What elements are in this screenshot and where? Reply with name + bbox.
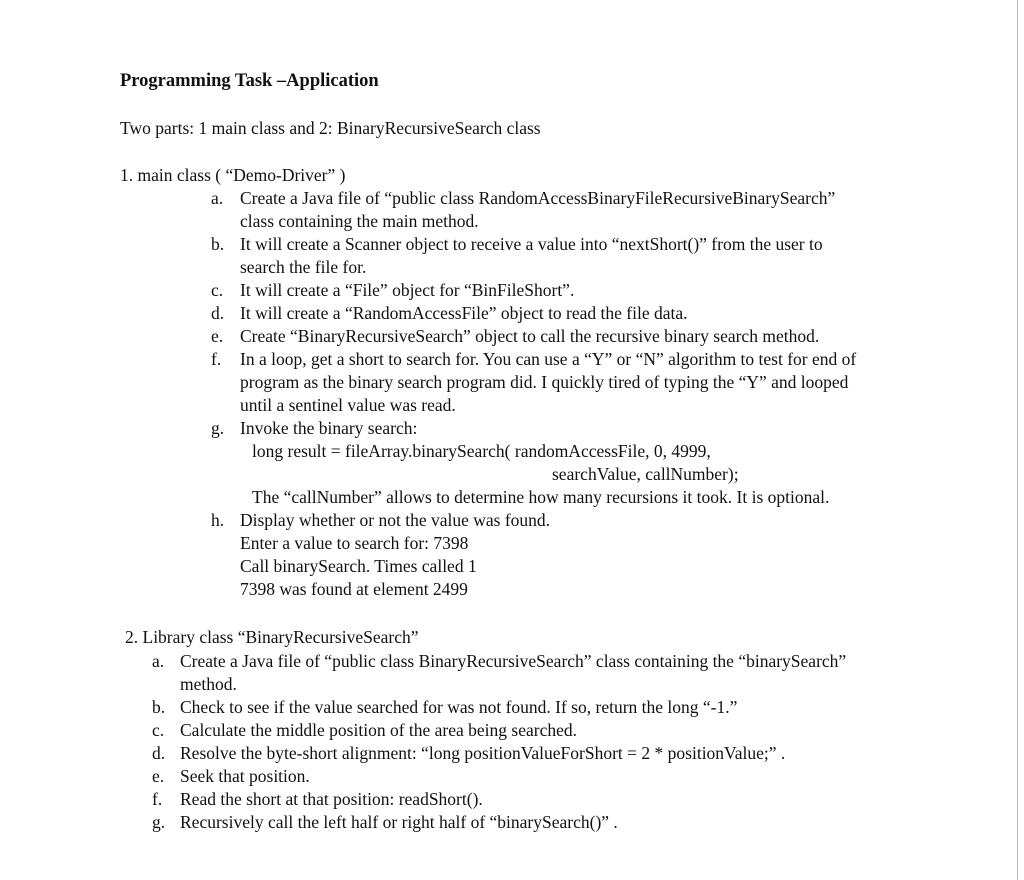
list-item-line: It will create a Scanner object to receive a value into “nextShort()” from the user to	[240, 234, 823, 254]
list-marker: a.	[211, 188, 224, 208]
list-item-line: program as the binary search program did. I quickly tired of typing the “Y” and looped	[240, 372, 849, 392]
list-item-line: It will create a “File” object for “BinFileShort”.	[240, 280, 575, 300]
code-line: searchValue, callNumber);	[552, 464, 739, 484]
list-item-line: Display whether or not the value was found.	[240, 510, 551, 530]
list-marker: h.	[211, 510, 225, 530]
note-line: The “callNumber” allows to determine how many recursions it took. It is optional.	[252, 487, 830, 507]
list-item-line: Create a Java file of “public class BinaryRecursiveSearch” class containing the “binarySearch”	[180, 651, 847, 671]
list-item-line: Seek that position.	[180, 766, 310, 786]
list-item-line: until a sentinel value was read.	[240, 395, 456, 415]
list-marker: e.	[211, 326, 224, 346]
list-marker: a.	[152, 651, 165, 671]
list-item-line: Create a Java file of “public class RandomAccessBinaryFileRecursiveBinarySearch”	[240, 188, 836, 208]
list-marker: b.	[211, 234, 225, 254]
list-item-line: class containing the main method.	[240, 211, 479, 231]
list-item-line: In a loop, get a short to search for. You can use a “Y” or “N” algorithm to test for end of	[240, 349, 857, 369]
list-marker: c.	[152, 720, 165, 740]
list-item-line: Resolve the byte-short alignment: “long positionValueForShort = 2 * positionValue;” .	[180, 743, 786, 763]
list-item-line: Read the short at that position: readShort().	[180, 789, 483, 809]
list-marker: g.	[211, 418, 225, 438]
list-marker: e.	[152, 766, 165, 786]
list-item-line: Calculate the middle position of the area being searched.	[180, 720, 578, 740]
section1-heading: 1. main class ( “Demo-Driver” )	[120, 165, 346, 185]
page-edge-divider	[1017, 0, 1018, 880]
code-line: long result = fileArray.binarySearch( randomAccessFile, 0, 4999,	[252, 441, 711, 461]
list-item-line: Recursively call the left half or right half of “binarySearch()” .	[180, 812, 618, 832]
sample-output-line: Call binarySearch. Times called 1	[240, 556, 477, 576]
intro-text: Two parts: 1 main class and 2: BinaryRecursiveSearch class	[120, 118, 541, 138]
list-marker: d.	[152, 743, 166, 763]
list-marker: d.	[211, 303, 225, 323]
list-marker: g.	[152, 812, 166, 832]
section2-heading: 2. Library class “BinaryRecursiveSearch”	[125, 627, 419, 647]
list-item-line: method.	[180, 674, 237, 694]
list-marker: f.	[152, 789, 163, 809]
sample-output-line: Enter a value to search for: 7398	[240, 533, 469, 553]
sample-output-line: 7398 was found at element 2499	[240, 579, 468, 599]
list-item-line: Create “BinaryRecursiveSearch” object to call the recursive binary search method.	[240, 326, 820, 346]
list-marker: b.	[152, 697, 166, 717]
list-marker: c.	[211, 280, 224, 300]
list-marker: f.	[211, 349, 222, 369]
document-title: Programming Task –Application	[120, 71, 379, 91]
list-item-line: Check to see if the value searched for was not found. If so, return the long “-1.”	[180, 697, 738, 717]
list-item-line: It will create a “RandomAccessFile” object to read the file data.	[240, 303, 688, 323]
list-item-line: search the file for.	[240, 257, 367, 277]
list-item-line: Invoke the binary search:	[240, 418, 418, 438]
